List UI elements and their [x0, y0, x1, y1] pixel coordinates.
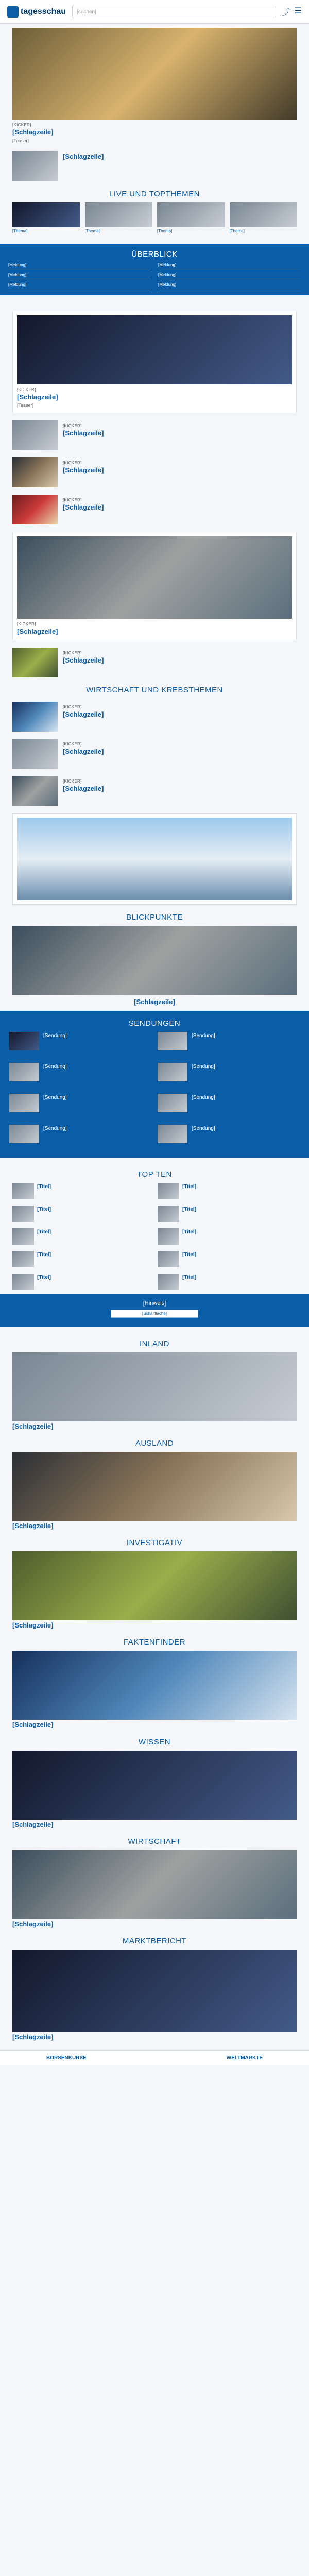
top10-image [12, 1206, 34, 1222]
sendung-name: [Sendung] [43, 1125, 67, 1131]
economy-kicker: [KICKER] [63, 705, 82, 710]
section-headline[interactable]: [Schlagzeile] [12, 1521, 54, 1530]
live-label: [Thema] [157, 228, 173, 233]
section-title: INLAND [139, 1339, 169, 1348]
section-headline[interactable]: [Schlagzeile] [12, 1920, 54, 1928]
overview-band [0, 244, 309, 295]
article-kicker: [KICKER] [63, 461, 82, 465]
blickpunkte-title: BLICKPUNKTE [126, 913, 183, 922]
sendung-item[interactable] [158, 1063, 300, 1081]
header [0, 0, 309, 24]
article-headline[interactable]: [Schlagzeile] [63, 503, 104, 511]
overview-item[interactable]: [Meldung] [8, 273, 151, 279]
overview-item[interactable]: [Meldung] [8, 263, 151, 269]
article-headline[interactable]: [Schlagzeile] [63, 656, 104, 665]
section-image[interactable] [12, 1850, 297, 1919]
sendungen-title: SENDUNGEN [128, 1019, 181, 1028]
article-row[interactable] [12, 457, 297, 487]
economy-title: WIRTSCHAFT UND KREBSTHEMEN [86, 686, 223, 695]
weather-card[interactable] [12, 813, 297, 905]
sendung-item[interactable] [9, 1032, 151, 1050]
live-item[interactable] [157, 202, 225, 233]
sendungen-section [0, 1011, 309, 1158]
live-image [157, 202, 225, 227]
hero-headline[interactable]: [Schlagzeile] [12, 128, 54, 136]
topstory[interactable] [12, 151, 297, 181]
section-image[interactable] [12, 1751, 297, 1820]
live-grid [12, 202, 297, 233]
header-actions [282, 6, 302, 18]
live-item[interactable] [12, 202, 80, 233]
article-kicker: [KICKER] [63, 498, 82, 502]
top10-item[interactable] [12, 1206, 151, 1222]
logo[interactable] [7, 6, 66, 18]
share-icon[interactable]: ⤴ [282, 8, 290, 17]
article-image [17, 315, 292, 384]
sendung-item[interactable] [158, 1125, 300, 1143]
top10-item[interactable] [158, 1274, 297, 1290]
promo-text: [Hinweis] [143, 1300, 166, 1307]
topstory-headline[interactable]: [Schlagzeile] [63, 152, 104, 160]
overview-item[interactable]: [Meldung] [8, 282, 151, 289]
top10-image [158, 1274, 179, 1290]
article-headline[interactable]: [Schlagzeile] [63, 466, 104, 474]
section-headline[interactable]: [Schlagzeile] [12, 1820, 54, 1828]
section-headline[interactable]: [Schlagzeile] [12, 2033, 54, 2041]
top10-image [12, 1274, 34, 1290]
live-label: [Thema] [229, 228, 245, 233]
sendung-image [158, 1125, 187, 1143]
top10-image [158, 1228, 179, 1245]
top10-item[interactable] [12, 1274, 151, 1290]
sendung-image [9, 1094, 39, 1112]
sendung-item[interactable] [158, 1032, 300, 1050]
section-image[interactable] [12, 1651, 297, 1720]
top10-grid [12, 1183, 297, 1290]
top10-item[interactable] [12, 1228, 151, 1245]
blickpunkte-image[interactable] [12, 926, 297, 995]
sendung-name: [Sendung] [192, 1125, 215, 1131]
article-kicker: [KICKER] [17, 622, 36, 626]
promo-banner [0, 1294, 309, 1327]
sendung-item[interactable] [9, 1063, 151, 1081]
section-image[interactable] [12, 1352, 297, 1421]
sendung-image [158, 1094, 187, 1112]
sendung-image [9, 1125, 39, 1143]
section-title: FAKTENFINDER [123, 1638, 186, 1647]
economy-item[interactable] [12, 739, 297, 769]
live-label: [Thema] [84, 228, 100, 233]
live-item[interactable] [230, 202, 297, 233]
sendung-item[interactable] [9, 1094, 151, 1112]
search-input[interactable]: [suchen] [72, 6, 276, 18]
article-card[interactable] [12, 311, 297, 414]
sendung-name: [Sendung] [43, 1063, 67, 1070]
top10-image [12, 1251, 34, 1267]
economy-headline[interactable]: [Schlagzeile] [63, 710, 104, 719]
top10-headline[interactable]: [Titel] [182, 1206, 197, 1212]
top10-image [158, 1183, 179, 1199]
top10-item[interactable] [158, 1251, 297, 1267]
top10-headline[interactable]: [Titel] [182, 1183, 197, 1190]
overview-item[interactable]: [Meldung] [158, 263, 301, 269]
sendung-item[interactable] [158, 1094, 300, 1112]
top10-item[interactable] [158, 1206, 297, 1222]
sendungen-grid [9, 1032, 300, 1149]
overview-list [8, 263, 301, 289]
economy-headline[interactable]: [Schlagzeile] [63, 785, 104, 793]
section-title: INVESTIGATIV [126, 1538, 183, 1547]
section-title: WISSEN [138, 1737, 171, 1747]
top10-image [12, 1228, 34, 1245]
footer-link-left[interactable]: BÖRSENKURSE [46, 2055, 87, 2061]
top10-image [158, 1206, 179, 1222]
section-image[interactable] [12, 1950, 297, 2032]
hero-image[interactable] [12, 28, 297, 120]
topstory-image [12, 151, 58, 181]
section-title: MARKTBERICHT [122, 1937, 187, 1945]
section-title: WIRTSCHAFT [128, 1837, 181, 1846]
top10-item[interactable] [12, 1183, 151, 1199]
article-image [17, 536, 292, 619]
sendung-name: [Sendung] [192, 1094, 215, 1100]
article-row[interactable] [12, 420, 297, 450]
top10-headline[interactable]: [Titel] [37, 1274, 52, 1280]
article-headline[interactable]: [Schlagzeile] [17, 393, 58, 401]
top10-image [12, 1183, 34, 1199]
footer-link-right[interactable]: WELTMARKTE [226, 2055, 263, 2061]
top10-headline[interactable]: [Titel] [37, 1229, 52, 1235]
article-row[interactable] [12, 495, 297, 524]
sendung-image [9, 1032, 39, 1050]
top10-headline[interactable]: [Titel] [182, 1274, 197, 1280]
sendung-image [158, 1063, 187, 1081]
article-headline[interactable]: [Schlagzeile] [63, 429, 104, 437]
economy-thumb [12, 739, 58, 769]
section-headline[interactable]: [Schlagzeile] [12, 1721, 54, 1729]
top10-item[interactable] [158, 1183, 297, 1199]
top10-image [158, 1251, 179, 1267]
economy-thumb [12, 776, 58, 806]
live-item[interactable] [85, 202, 152, 233]
blickpunkte-headline[interactable]: [Schlagzeile] [134, 998, 175, 1006]
section-image[interactable] [12, 1551, 297, 1620]
live-image [85, 202, 152, 227]
article-kicker: [KICKER] [63, 651, 82, 656]
hero-teaser: [Teaser] [12, 138, 29, 144]
article-teaser: [Teaser] [17, 402, 34, 408]
sendung-name: [Sendung] [43, 1032, 67, 1039]
hero-kicker: [KICKER] [12, 123, 31, 127]
article-row[interactable] [12, 648, 297, 677]
top10-headline[interactable]: [Titel] [182, 1229, 197, 1235]
article-headline[interactable]: [Schlagzeile] [17, 628, 58, 635]
article-kicker: [KICKER] [63, 423, 82, 428]
top10-item[interactable] [158, 1228, 297, 1245]
article-thumb [12, 457, 58, 487]
sendung-item[interactable] [9, 1125, 151, 1143]
sendung-image [158, 1032, 187, 1050]
section-image[interactable] [12, 1452, 297, 1521]
promo-button[interactable]: [Schaltfläche] [111, 1310, 198, 1318]
sendung-name: [Sendung] [192, 1032, 215, 1039]
section-headline[interactable]: [Schlagzeile] [12, 1422, 54, 1430]
economy-item[interactable] [12, 702, 297, 732]
logo-text: tagesschau [21, 7, 66, 16]
economy-kicker: [KICKER] [63, 779, 82, 784]
top10-headline[interactable]: [Titel] [37, 1183, 52, 1190]
sendung-name: [Sendung] [43, 1094, 67, 1100]
economy-thumb [12, 702, 58, 732]
overview-item[interactable]: [Meldung] [158, 282, 301, 289]
live-label: [Thema] [12, 228, 28, 233]
menu-icon[interactable]: ☰ [294, 7, 302, 15]
article-thumb [12, 495, 58, 524]
article-kicker: [KICKER] [17, 387, 36, 392]
live-section-title: LIVE UND TOPTHEMEN [109, 189, 200, 198]
logo-icon [7, 6, 19, 18]
top10-title: TOP TEN [137, 1170, 172, 1179]
top10-headline[interactable]: [Titel] [182, 1251, 197, 1258]
section-headline[interactable]: [Schlagzeile] [12, 1621, 54, 1629]
overview-title: ÜBERBLICK [131, 249, 178, 259]
top10-headline[interactable]: [Titel] [37, 1251, 52, 1258]
article-thumb [12, 648, 58, 677]
footer-links [0, 2050, 309, 2065]
overview-item[interactable]: [Meldung] [158, 273, 301, 279]
section-title: AUSLAND [135, 1438, 174, 1448]
top10-headline[interactable]: [Titel] [37, 1206, 52, 1212]
live-image [12, 202, 80, 227]
economy-headline[interactable]: [Schlagzeile] [63, 748, 104, 756]
sendung-name: [Sendung] [192, 1063, 215, 1070]
economy-item[interactable] [12, 776, 297, 806]
economy-kicker: [KICKER] [63, 742, 82, 747]
live-image [230, 202, 297, 227]
article-thumb [12, 420, 58, 450]
article-card[interactable] [12, 532, 297, 640]
sendung-image [9, 1063, 39, 1081]
top10-item[interactable] [12, 1251, 151, 1267]
weather-image [17, 818, 292, 900]
